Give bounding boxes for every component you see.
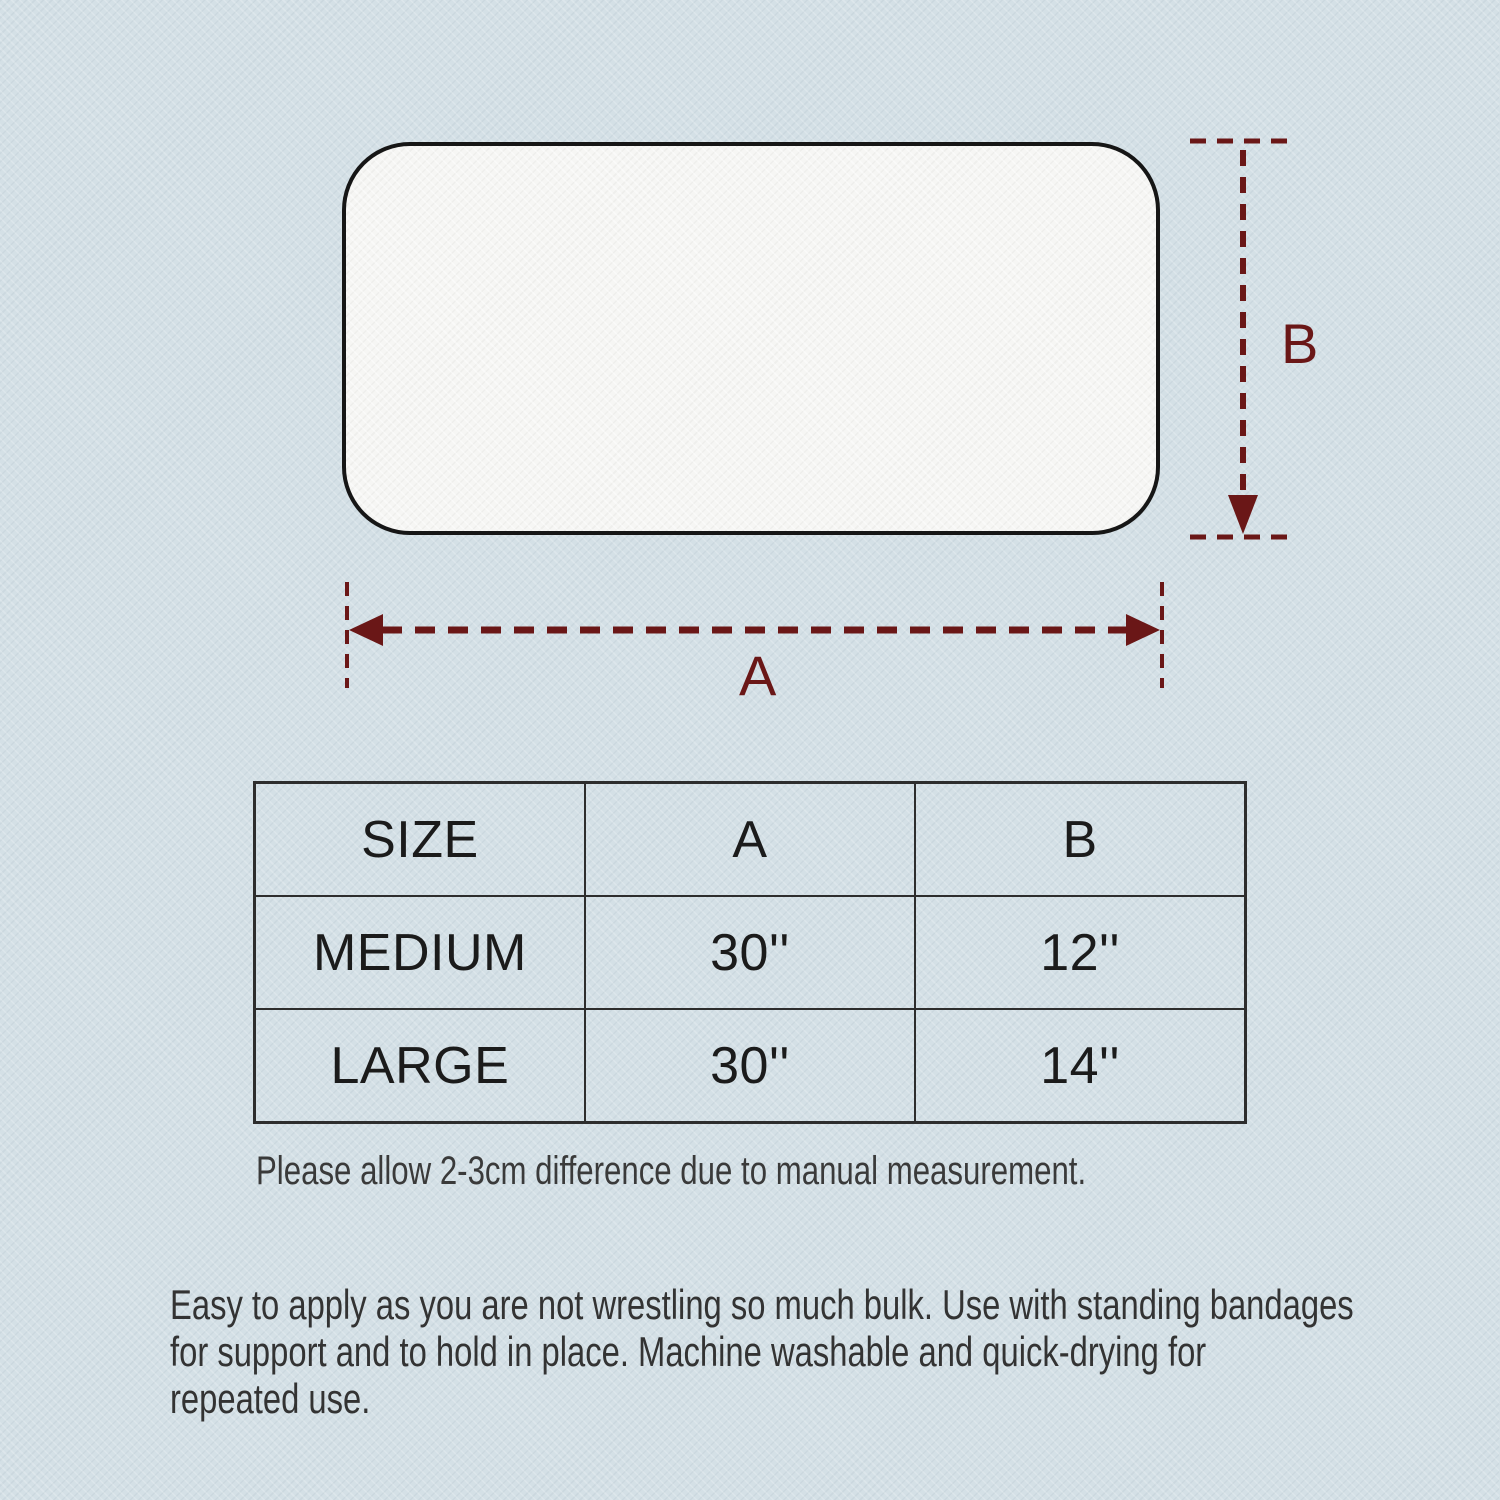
table-row-medium (255, 896, 1246, 1009)
cell-medium-a: 30'' (585, 896, 915, 1009)
size-table-header-row (255, 783, 1246, 897)
product-description (170, 1281, 1500, 1422)
cell-large-b: 14'' (915, 1009, 1245, 1123)
description-line: repeated use. (170, 1375, 371, 1422)
size-table-header-a: A (585, 783, 915, 897)
dim-b-label: B (1281, 312, 1319, 375)
dim-a-arrowhead-left-icon (349, 614, 383, 646)
table-row-large (255, 1009, 1246, 1123)
dim-a-label: A (739, 644, 777, 707)
product-pad-shape (342, 142, 1160, 535)
size-table-header-b: B (915, 783, 1245, 897)
dim-a-arrowhead-right-icon (1126, 614, 1160, 646)
description-line: Easy to apply as you are not wrestling so much bulk. Use with standing bandages (170, 1281, 1354, 1328)
cell-large-size: LARGE (255, 1009, 585, 1123)
measurement-note: Please allow 2-3cm difference due to manual measurement. (256, 1149, 1087, 1193)
dim-b-arrowhead-down-icon (1228, 495, 1258, 534)
size-table-header-size: SIZE (255, 783, 585, 897)
cell-medium-size: MEDIUM (255, 896, 585, 1009)
cell-medium-b: 12'' (915, 896, 1245, 1009)
cell-large-a: 30'' (585, 1009, 915, 1123)
description-line: for support and to hold in place. Machine washable and quick-drying for (170, 1328, 1207, 1375)
size-table (253, 781, 1247, 1124)
